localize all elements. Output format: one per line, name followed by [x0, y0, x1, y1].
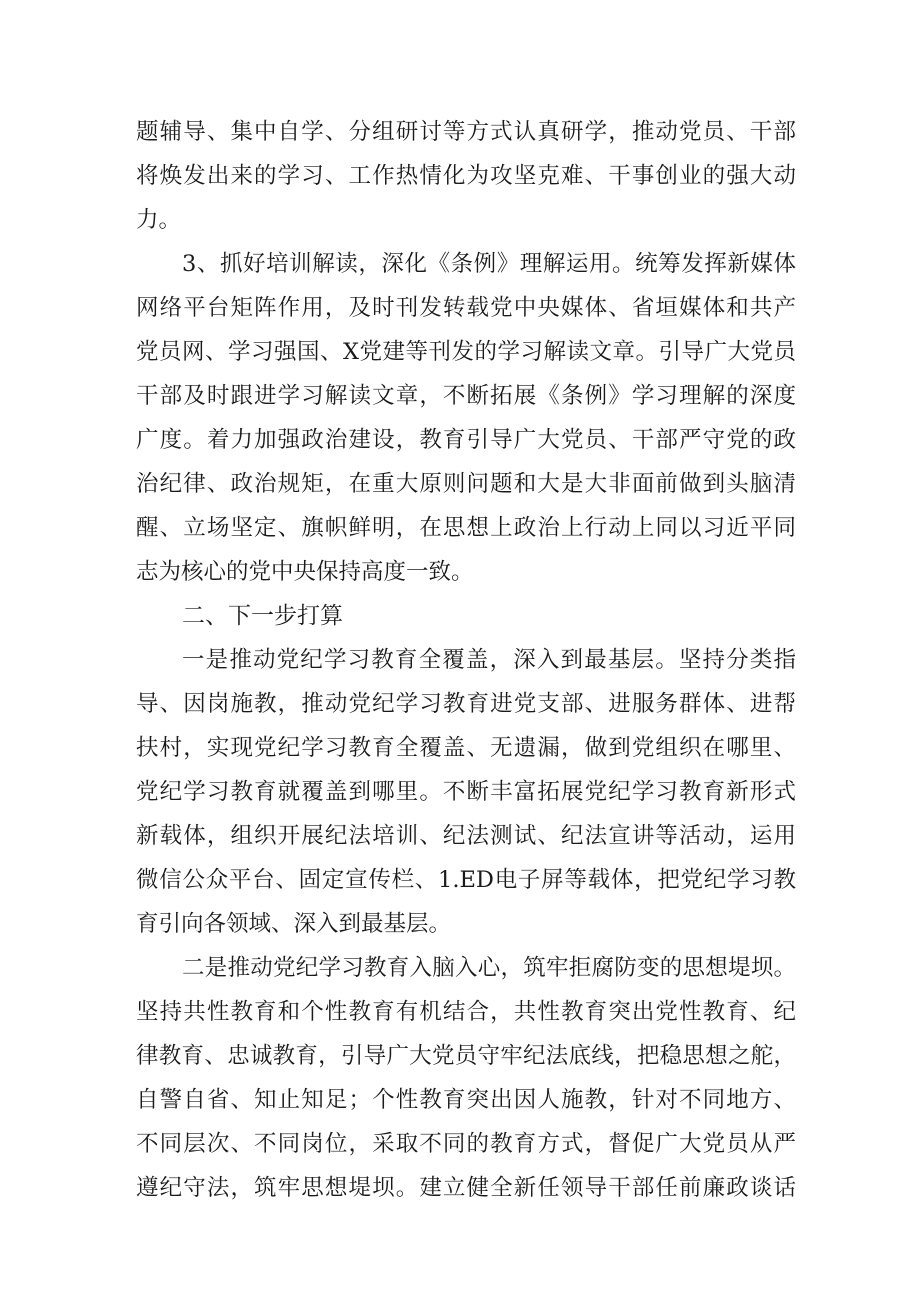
- text-line: 网络平台矩阵作用，及时刊发转载党中央媒体、省垣媒体和共产: [136, 295, 796, 321]
- text-line: 不同层次、不同岗位，采取不同的教育方式，督促广大党员从严: [136, 1131, 796, 1157]
- document-body: [136, 110, 796, 1210]
- text-line: 力。: [136, 207, 182, 233]
- text-line: 律教育、忠诚教育，引导广大党员守牢纪法底线，把稳思想之舵，: [136, 1043, 796, 1069]
- text-line: 自警自省、知止知足；个性教育突出因人施教，针对不同地方、: [136, 1087, 796, 1113]
- text-line: 治纪律、政治规矩，在重大原则问题和大是大非面前做到头脑清: [136, 471, 796, 497]
- text-line: 导、因岗施教，推动党纪学习教育进党支部、进服务群体、进帮: [136, 691, 796, 717]
- text-line: 志为核心的党中央保持高度一致。: [136, 559, 474, 585]
- section-heading: 二、下一步打算: [182, 603, 343, 629]
- text-line: 党纪学习教育就覆盖到哪里。不断丰富拓展党纪学习教育新形式: [136, 779, 796, 805]
- text-line: 党员网、学习强国、X党建等刊发的学习解读文章。引导广大党员: [136, 339, 796, 365]
- text-line: 3、抓好培训解读，深化《条例》理解运用。统筹发挥新媒体: [182, 251, 796, 277]
- text-line: 微信公众平台、固定宣传栏、1.ED电子屏等载体，把党纪学习教: [136, 867, 796, 893]
- text-line: 题辅导、集中自学、分组研讨等方式认真研学，推动党员、干部: [136, 119, 796, 145]
- text-line: 一是推动党纪学习教育全覆盖，深入到最基层。坚持分类指: [182, 647, 796, 673]
- text-line: 广度。着力加强政治建设，教育引导广大党员、干部严守党的政: [136, 427, 796, 453]
- text-line: 坚持共性教育和个性教育有机结合，共性教育突出党性教育、纪: [136, 999, 796, 1025]
- text-line: 新载体，组织开展纪法培训、纪法测试、纪法宣讲等活动，运用: [136, 823, 796, 849]
- text-line: 遵纪守法，筑牢思想堤坝。建立健全新任领导干部任前廉政谈话: [136, 1175, 796, 1201]
- text-line: 将焕发出来的学习、工作热情化为攻坚克难、干事创业的强大动: [136, 163, 796, 189]
- text-line: 育引向各领域、深入到最基层。: [136, 911, 452, 937]
- text-line: 二是推动党纪学习教育入脑入心，筑牢拒腐防变的思想堤坝。: [182, 955, 796, 981]
- text-line: 醒、立场坚定、旗帜鲜明，在思想上政治上行动上同以习近平同: [136, 515, 796, 541]
- text-line: 扶村，实现党纪学习教育全覆盖、无遗漏，做到党组织在哪里、: [136, 735, 796, 761]
- text-line: 干部及时跟进学习解读文章，不断拓展《条例》学习理解的深度: [136, 383, 796, 409]
